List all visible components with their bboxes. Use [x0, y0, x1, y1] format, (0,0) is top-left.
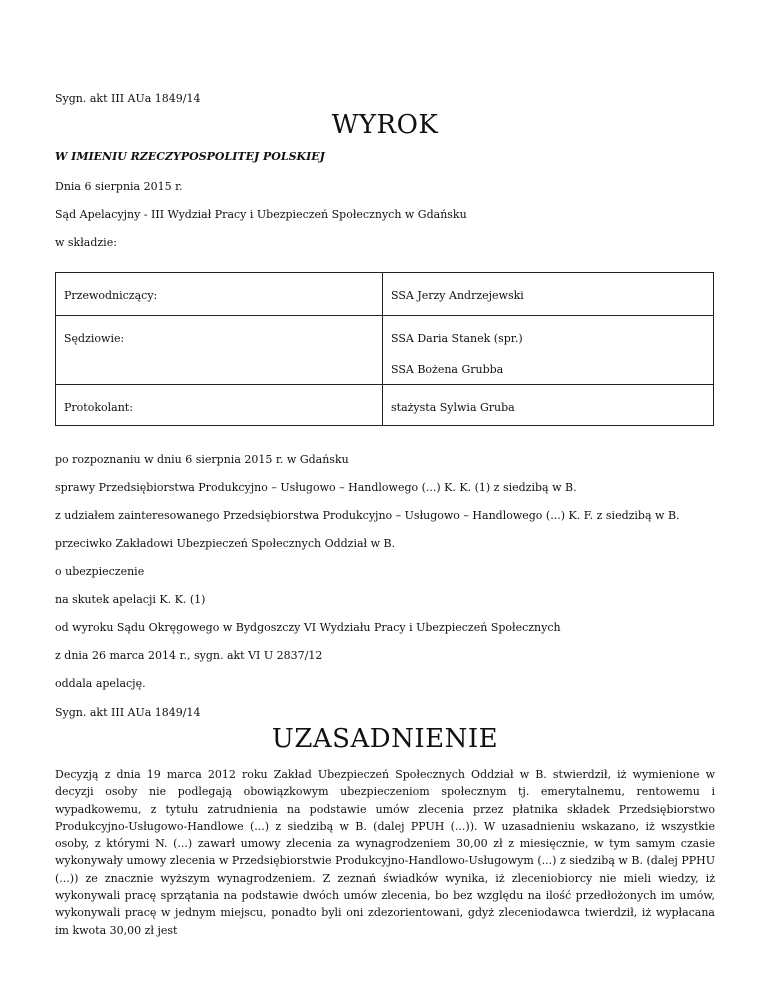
clerk-label: Protokolant:	[64, 401, 133, 414]
defendant-line: przeciwko Zakładowi Ubezpieczeń Społecznych Oddział w B.	[55, 537, 396, 550]
verdict-subtitle: W IMIENIU RZECZYPOSPOLITEJ POLSKIEJ	[55, 150, 325, 163]
subject-line: o ubezpieczenie	[55, 565, 145, 578]
case-party-line: sprawy Przedsiębiorstwa Produkcyjno – Usługowo – Handlowego (...) K. K. (1) z siedzibą w B.	[55, 481, 577, 494]
lower-court-line: od wyroku Sądu Okręgowego w Bydgoszczy VI Wydziału Pracy i Ubezpieczeń Społecznych	[55, 621, 561, 634]
justification-title: UZASADNIENIE	[271, 724, 499, 754]
case-number: Sygn. akt III AUa 1849/14	[55, 92, 201, 105]
composition-label: w składzie:	[55, 236, 117, 249]
justification-paragraph: Decyzją z dnia 19 marca 2012 roku Zakład Ubezpieczeń Społecznych Oddział w B. stwierdził, iż wymienione w decyzji osoby nie podlegają obowiązkowym ubezpieczeniom społecznym tj. emerytalnemu, rentowemu i wypadkowemu, z tytułu zatrudnienia na podstawie umów zlecenia przez płatnika składek Przedsiębiorstwo Produkcyjno-Usługowo-Handlowe (...) z siedzibą w B. (dalej PPUH (...)). W uzasadnieniu wskazano, iż wszystkie osoby, z którymi N. (...) zawarł umowy zlecenia za wynagrodzeniem 30,00 zł z miesięcznie, w tym samym czasie wykonywały umowy zlecenia w Przedsiębiorstwie Produkcyjno-Handlowo-Usługowym (...) z siedzibą w B. (dalej PPHU (...)) ze znacznie wyższym wynagrodzeniem. Z zeznań świadków wynika, iż zleceniobiorcy nie mieli wiedzy, iż wykonywali pracę sprzątania na podstawie dwóch umów zlecenia, bo bez względu na ilość przedłożonych im umów, wykonywali pracę w jednym miejscu, ponadto byli oni zdezorientowani, gdyż zleceniodawca twierdził, iż wypłacana im kwota 30,00 zł jest	[55, 768, 715, 937]
court-name: Sąd Apelacyjny - III Wydział Pracy i Ubezpieczeń Społecznych w Gdańsku	[55, 208, 467, 221]
verdict-date: Dnia 6 sierpnia 2015 r.	[55, 180, 183, 193]
table-row	[56, 273, 714, 316]
bench-table	[55, 272, 714, 426]
judge-name-1: SSA Daria Stanek (spr.)	[391, 332, 523, 345]
appeal-line: na skutek apelacji K. K. (1)	[55, 593, 206, 606]
justification-case-number: Sygn. akt III AUa 1849/14	[55, 706, 201, 719]
chair-name: SSA Jerzy Andrzejewski	[391, 289, 524, 302]
table-row	[56, 385, 714, 426]
verdict-title: WYROK	[331, 110, 439, 140]
hearing-line: po rozpoznaniu w dniu 6 sierpnia 2015 r. w Gdańsku	[55, 453, 349, 466]
ruling-line: oddala apelację.	[55, 677, 146, 690]
interested-party-line: z udziałem zainteresowanego Przedsiębiorstwa Produkcyjno – Usługowo – Handlowego (...) K. F. z siedzibą w B.	[55, 509, 680, 522]
judges-label: Sędziowie:	[64, 332, 125, 345]
clerk-name: stażysta Sylwia Gruba	[391, 401, 515, 414]
lower-judgment-line: z dnia 26 marca 2014 r., sygn. akt VI U 2837/12	[55, 649, 323, 662]
judge-name-2: SSA Bożena Grubba	[391, 363, 504, 376]
table-row	[56, 316, 714, 385]
chair-label: Przewodniczący:	[64, 289, 158, 302]
